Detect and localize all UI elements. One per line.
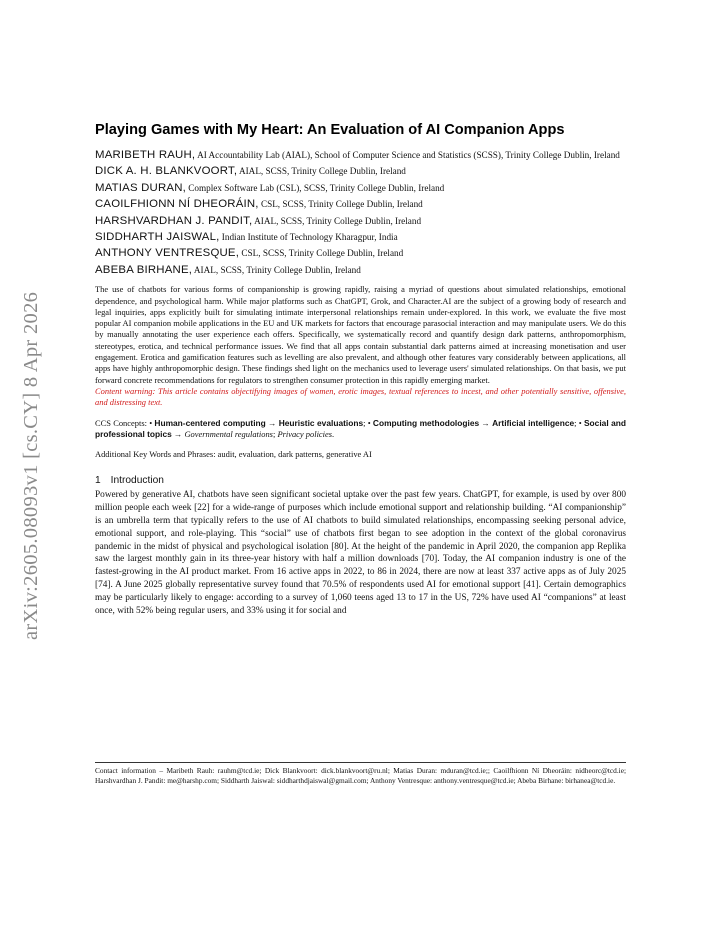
author-affiliation: AI Accountability Lab (AIAL), School of Computer Science and Statistics (SCSS), Trinity College Dublin, Ireland bbox=[197, 150, 620, 160]
author-name: ABEBA BIRHANE, bbox=[95, 263, 193, 276]
author-affiliation: Indian Institute of Technology Kharagpur, India bbox=[221, 232, 398, 243]
author-name: DICK A. H. BLANKVOORT, bbox=[95, 165, 238, 178]
author-affiliation: AIAL, SCSS, Trinity College Dublin, Ireland bbox=[254, 215, 422, 226]
author-entry bbox=[95, 198, 626, 210]
author-name: MATIAS DURAN, bbox=[95, 181, 186, 194]
author-entry bbox=[95, 231, 626, 243]
ccs-separator: ; • bbox=[363, 417, 373, 428]
content-warning: Content warning: This article contains objectifying images of women, erotic images, textual references to incest, and other potentially sensitive, offensive, and distressing text. bbox=[95, 385, 626, 408]
ccs-concept-3: Social and professional topics bbox=[95, 417, 626, 439]
ccs-concept-2-sub: Artificial intelligence bbox=[492, 417, 575, 428]
ccs-end: . bbox=[332, 428, 335, 439]
author-affiliation: CSL, SCSS, Trinity College Dublin, Ireland bbox=[260, 199, 423, 210]
intro-paragraph: Powered by generative AI, chatbots have seen significant societal uptake over the past few years. ChatGPT, for example, is used by over 800 million people each week [22] for a wide-range of purposes which include emotional support and relationship building. “AI companionship” is an umbrella term that typically refers to the use of AI chatbots to build simulated relationships, encompassing seeking personal advice, emotional support, and role-playing. This “social” use of chatbots first began to see adoption in the context of the global coronavirus pandemic in the midst of physical and psychological isolation [80]. At the height of the pandemic in April 2020, the companion app Replika saw the largest monthly gain in its three-year history with half a million downloads [70]. Today, the AI companion industry is one of the fastest-growing in the AI product market. From 16 active apps in 2022, to 86 in 2024, there are now at least 337 active apps as of July 2025 [74]. A June 2025 globally representative survey found that 70.5% of respondents used AI for emotional support [41]. Certain demographics may be particularly likely to engage: according to a survey of 1,060 teens aged 13 to 17 in the US, 72% have used AI “companions” at least once, with 52% being regular users, and 33% using it for social and bbox=[95, 490, 626, 616]
author-name: SIDDHARTH JAISWAL, bbox=[95, 231, 220, 244]
author-list bbox=[95, 149, 626, 276]
author-affiliation: Complex Software Lab (CSL), SCSS, Trinity College Dublin, Ireland bbox=[188, 182, 445, 193]
ccs-arrow: → bbox=[171, 428, 185, 439]
author-entry bbox=[95, 165, 626, 177]
section-title: Introduction bbox=[110, 475, 164, 487]
ccs-concept-1: Human-centered computing bbox=[154, 417, 266, 428]
author-name: CAOILFHIONN NÍ DHEORÁIN, bbox=[95, 198, 259, 211]
ccs-prefix: CCS Concepts: • bbox=[95, 417, 155, 428]
ccs-concept-3-sub2: Privacy policies bbox=[277, 428, 333, 439]
ccs-separator: ; • bbox=[574, 417, 584, 428]
author-entry bbox=[95, 149, 626, 161]
author-name: MARIBETH RAUH, bbox=[95, 149, 196, 161]
author-entry bbox=[95, 182, 626, 194]
contact-footnote: Contact information – Maribeth Rauh: rauhm@tcd.ie; Dick Blankvoort: dick.blankvoort@ru.nl; Matias Duran: mduran@tcd.ie;; Caoilfhionn Ní Dheoráin: nidheorc@tcd.ie; Harshvardhan J. Pandit: me@harshp.com; Siddharth Jaiswal: siddharthdjaiswal@gmail.com; Anthony Ventresque: anthony.ventresque@tcd.ie; Abeba Birhane: birhanea@tcd.ie. bbox=[95, 762, 626, 787]
abstract-text: The use of chatbots for various forms of companionship is growing rapidly, raising a myriad of questions about simulated relationships, emotional dependence, and psychological harm. While major platforms such as ChatGPT, Grok, and Character.AI are the subject of a growing body of research and legal inquiries, apps explicitly built for simulating intimate interpersonal relationships remain under-explored. In this work, we evaluate the five most popular AI companion mobile applications in the EU and UK markets for factors that encourage parasocial interaction and may manipulate users. We do this by manually annotating the user experience each offers. Specifically, we systematically record and quantify design dark patterns, anthropomorphism, stereotypes, erotica, and technical performance issues. We find that all apps contain substantial dark patterns aimed at increasing monetisation and user engagement. Erotica and gamification features such as levelling are also prevalent, and although other features vary considerably between applications, all apps have highly anthropomorphic design. These findings shed light on the mechanics used to leverage users' simulated relationships. On that basis, we put forward concrete recommendations for regulators to strengthen consumer protection in this rapidly emerging market. bbox=[95, 284, 626, 385]
author-affiliation: AIAL, SCSS, Trinity College Dublin, Ireland bbox=[238, 166, 406, 177]
ccs-separator: ; bbox=[272, 428, 278, 439]
author-name: ANTHONY VENTRESQUE, bbox=[95, 247, 240, 260]
section-heading bbox=[95, 475, 626, 486]
ccs-concept-1-sub: Heuristic evaluations bbox=[278, 417, 364, 428]
ccs-concept-3-sub: Governmental regulations bbox=[184, 428, 273, 439]
author-entry bbox=[95, 247, 626, 259]
ccs-concept-2: Computing methodologies bbox=[372, 417, 480, 428]
paper-content bbox=[95, 120, 626, 617]
ccs-arrow: → bbox=[265, 417, 279, 428]
ccs-concepts bbox=[95, 418, 626, 441]
abstract bbox=[95, 284, 626, 408]
author-name: HARSHVARDHAN J. PANDIT, bbox=[95, 214, 253, 227]
section-number: 1 bbox=[95, 475, 101, 487]
keywords: Additional Key Words and Phrases: audit, evaluation, dark patterns, generative AI bbox=[95, 449, 372, 460]
author-entry bbox=[95, 215, 626, 227]
arxiv-stamp: arXiv:2605.08093v1 [cs.CY] 8 Apr 2026 bbox=[20, 291, 42, 640]
ccs-arrow: → bbox=[479, 417, 493, 428]
paper-title: Playing Games with My Heart: An Evaluation of AI Companion Apps bbox=[95, 122, 565, 138]
author-affiliation: CSL, SCSS, Trinity College Dublin, Ireland bbox=[241, 248, 404, 259]
author-affiliation: AIAL, SCSS, Trinity College Dublin, Ireland bbox=[193, 264, 361, 275]
author-entry bbox=[95, 264, 626, 276]
